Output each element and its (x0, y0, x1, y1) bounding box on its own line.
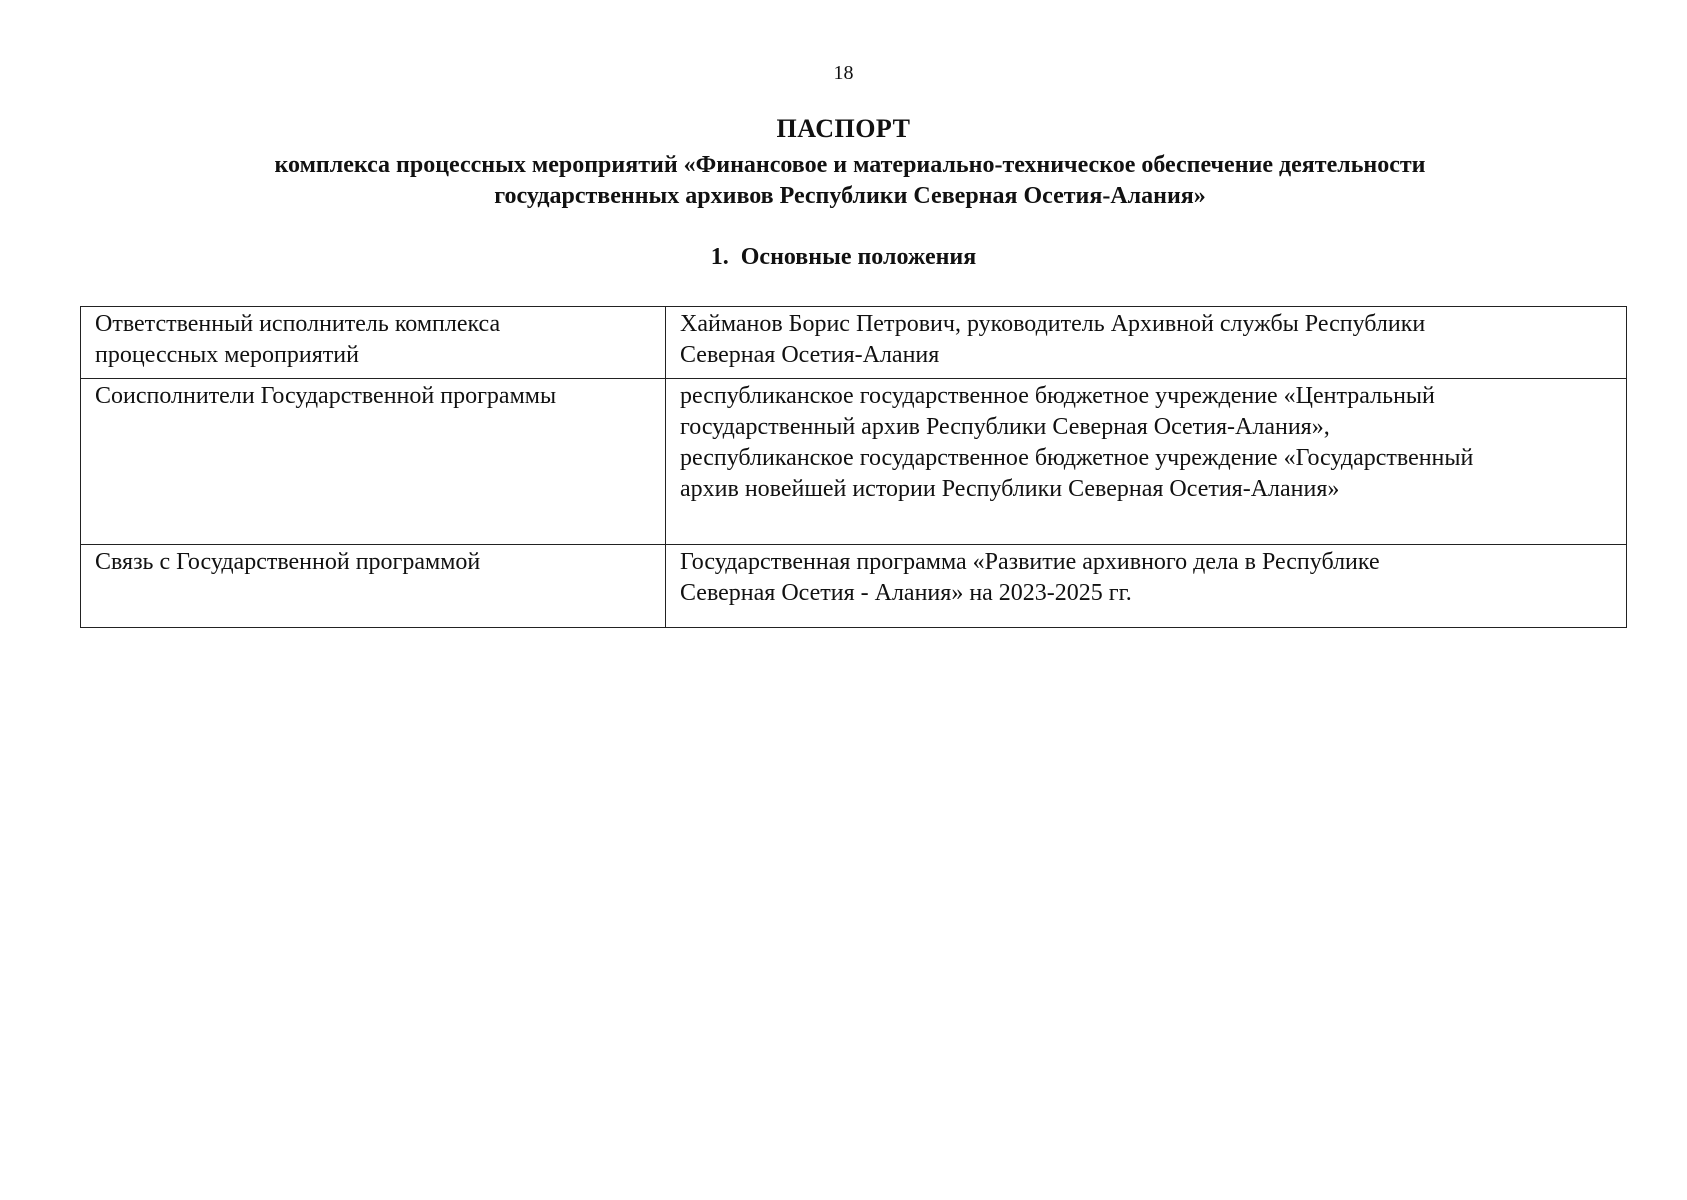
cell-line: республиканское государственное бюджетное учреждение «Центральный (680, 383, 1435, 409)
cell-line: Соисполнители Государственной программы (95, 383, 557, 409)
document-title: ПАСПОРТ (776, 114, 911, 143)
cell-line: республиканское государственное бюджетное учреждение «Государственный (680, 445, 1474, 471)
table-row (81, 379, 1627, 545)
section-number: 1. (710, 244, 729, 270)
cell-line: Государственная программа «Развитие архивного дела в Республике (680, 549, 1380, 575)
table-value-cell (666, 307, 1627, 379)
cell-line: Связь с Государственной программой (95, 549, 481, 575)
subtitle-line: комплекса процессных мероприятий «Финансовое и материально-техническое обеспечение деятельности (274, 152, 1426, 178)
table-label-cell (81, 545, 666, 628)
table-value-cell (666, 379, 1627, 545)
cell-line: Ответственный исполнитель комплекса (95, 311, 501, 337)
table-row (81, 545, 1627, 628)
cell-line: процессных мероприятий (95, 342, 359, 368)
table-label-cell (81, 307, 666, 379)
cell-line: Северная Осетия-Алания (680, 342, 940, 368)
section-heading-text: Основные положения (740, 244, 977, 270)
cell-line: архив новейшей истории Республики Северная Осетия-Алания» (680, 476, 1340, 502)
page-number: 18 (833, 62, 854, 84)
main-provisions-table (80, 306, 1627, 628)
cell-line: Хайманов Борис Петрович, руководитель Архивной службы Республики (680, 311, 1426, 337)
cell-line: Северная Осетия - Алания» на 2023-2025 гг. (680, 580, 1132, 606)
cell-line: государственный архив Республики Северная Осетия-Алания», (680, 414, 1330, 440)
subtitle-line: государственных архивов Республики Северная Осетия-Алания» (494, 183, 1206, 209)
section-heading (0, 244, 1687, 271)
table-row (81, 307, 1627, 379)
table-value-cell (666, 545, 1627, 628)
document-subtitle (100, 150, 1600, 212)
table-label-cell (81, 379, 666, 545)
